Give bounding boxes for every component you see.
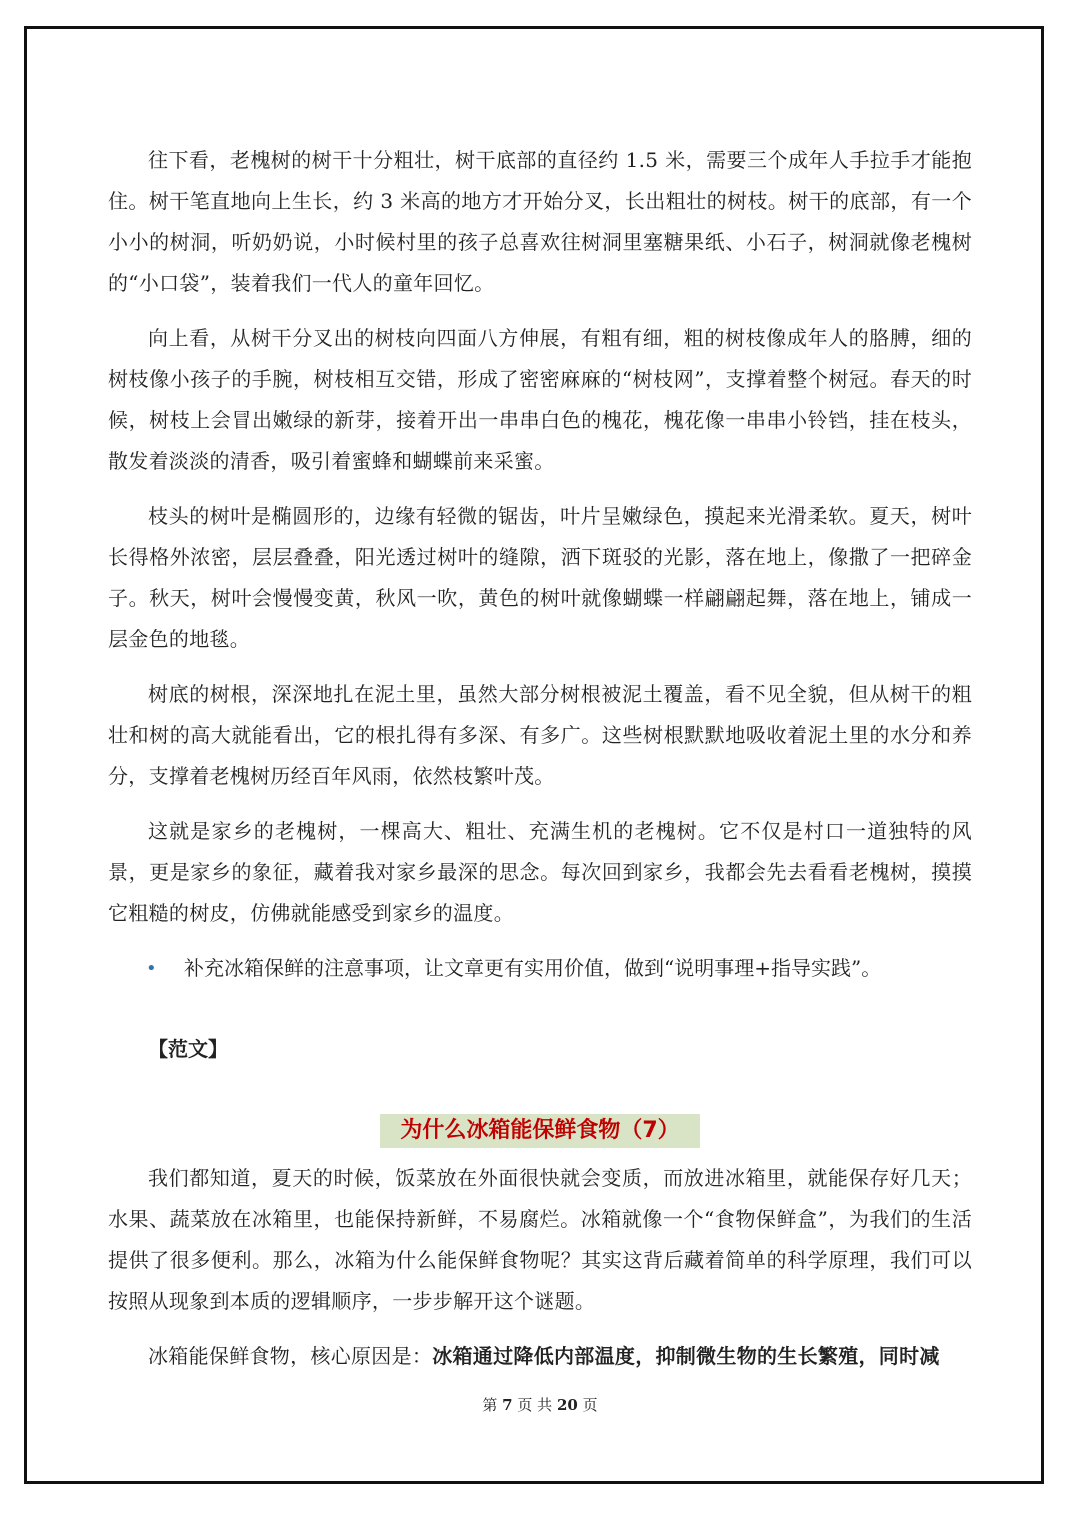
essay-title: 为什么冰箱能保鲜食物（7）	[380, 1114, 699, 1148]
essay-paragraph-core	[108, 1336, 972, 1377]
page-footer	[0, 1394, 1080, 1415]
essay-core-bold: 冰箱通过降低内部温度，抑制微生物的生长繁殖，同时减	[432, 1344, 940, 1368]
section-label-model-essay: 【范文】	[148, 1037, 228, 1061]
footer-prefix: 第	[482, 1396, 498, 1414]
footer-middle: 页 共	[517, 1396, 553, 1414]
essay-title-container	[108, 1114, 972, 1148]
footer-current-page: 7	[502, 1396, 513, 1414]
paragraph-trunk: 往下看，老槐树的树干十分粗壮，树干底部的直径约 1.5 米，需要三个成年人手拉手才能抱住。树干笔直地向上生长，约 3 米高的地方才开始分叉，长出粗壮的树枝。树干的底部，有一个小小的树洞，听奶奶说，小时候村里的孩子总喜欢往树洞里塞糖果纸、小石子，树洞就像老槐树的“小口袋”，装着我们一代人的童年回忆。	[108, 148, 972, 295]
bullet-marker: •	[146, 958, 157, 979]
essay-paragraph-intro: 我们都知道，夏天的时候，饭菜放在外面很快就会变质，而放进冰箱里，就能保存好几天；水果、蔬菜放在冰箱里，也能保持新鲜，不易腐烂。冰箱就像一个“食物保鲜盒”，为我们的生活提供了很多便利。那么，冰箱为什么能保鲜食物呢？其实这背后藏着简单的科学原理，我们可以按照从现象到本质的逻辑顺序，一步步解开这个谜题。	[108, 1166, 972, 1313]
paragraph-conclusion: 这就是家乡的老槐树，一棵高大、粗壮、充满生机的老槐树。它不仅是村口一道独特的风景，更是家乡的象征，藏着我对家乡最深的思念。每次回到家乡，我都会先去看看老槐树，摸摸它粗糙的树皮，仿佛就能感受到家乡的温度。	[108, 819, 972, 925]
essay-core-plain: 冰箱能保鲜食物，核心原因是：	[148, 1344, 433, 1368]
footer-total-pages: 20	[556, 1396, 578, 1414]
page-content	[108, 140, 972, 1391]
bullet-text: 补充冰箱保鲜的注意事项，让文章更有实用价值，做到“说明事理+指导实践”。	[184, 956, 882, 980]
paragraph-leaves: 枝头的树叶是椭圆形的，边缘有轻微的锯齿，叶片呈嫩绿色，摸起来光滑柔软。夏天，树叶长得格外浓密，层层叠叠，阳光透过树叶的缝隙，洒下斑驳的光影，落在地上，像撒了一把碎金子。秋天，树叶会慢慢变黄，秋风一吹，黄色的树叶就像蝴蝶一样翩翩起舞，落在地上，铺成一层金色的地毯。	[108, 504, 972, 651]
paragraph-roots: 树底的树根，深深地扎在泥土里，虽然大部分树根被泥土覆盖，看不见全貌，但从树干的粗壮和树的高大就能看出，它的根扎得有多深、有多广。这些树根默默地吸收着泥土里的水分和养分，支撑着老槐树历经百年风雨，依然枝繁叶茂。	[108, 682, 972, 788]
footer-suffix: 页	[582, 1396, 598, 1414]
tip-bullet	[108, 948, 972, 989]
paragraph-branches: 向上看，从树干分叉出的树枝向四面八方伸展，有粗有细，粗的树枝像成年人的胳膊，细的树枝像小孩子的手腕，树枝相互交错，形成了密密麻麻的“树枝网”，支撑着整个树冠。春天的时候，树枝上会冒出嫩绿的新芽，接着开出一串串白色的槐花，槐花像一串串小铃铛，挂在枝头，散发着淡淡的清香，吸引着蜜蜂和蝴蝶前来采蜜。	[108, 326, 972, 473]
